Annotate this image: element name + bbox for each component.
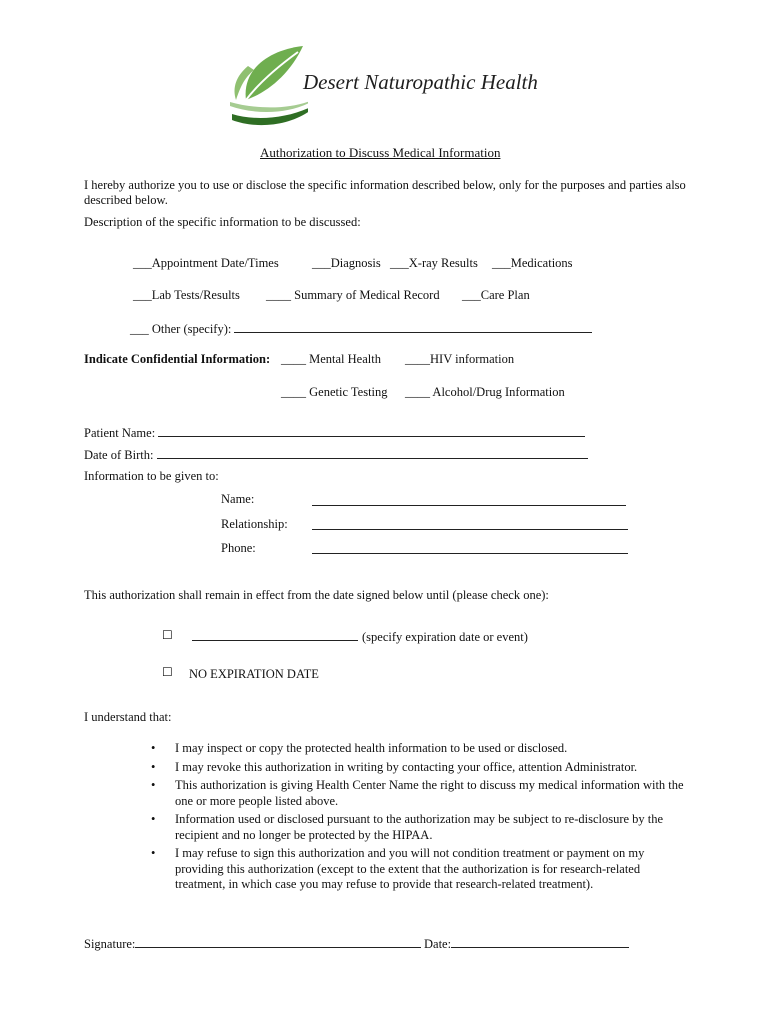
option-other-label: ___ Other (specify):	[130, 322, 232, 336]
recipient-relationship-label: Relationship:	[221, 517, 288, 531]
bullet-icon: •	[151, 812, 156, 826]
checkbox-expiration[interactable]: ☐	[162, 628, 173, 642]
patient-name-field[interactable]	[158, 424, 585, 437]
leaf-logo-icon	[228, 44, 308, 130]
dob-field[interactable]	[157, 446, 588, 459]
confidential-genetic[interactable]: ____ Genetic Testing	[281, 385, 388, 399]
patient-name-row	[84, 424, 585, 441]
bullet-icon: •	[151, 759, 156, 774]
list-item: • I may refuse to sign this authorization and you will not condition treatment or payment on my providing this authorization (except to the extent that the authorization is for research-related treatment, in which case you may refuse to provide that research-related treatment).	[151, 846, 645, 891]
brand-name: Desert Naturopathic Health	[303, 70, 538, 94]
intro-text: I hereby authorize you to use or disclose the specific information described below, only for the purposes and parties also described below.	[84, 178, 686, 207]
list-item: • This authorization is giving Health Center Name the right to discuss my medical information with the one or more people listed above.	[151, 778, 684, 808]
dob-row	[84, 446, 588, 463]
patient-name-label: Patient Name:	[84, 426, 156, 440]
dob-label: Date of Birth:	[84, 448, 154, 462]
understanding-list	[148, 741, 693, 896]
given-to-label: Information to be given to:	[84, 469, 219, 483]
option-diagnosis[interactable]: ___Diagnosis	[312, 256, 381, 270]
bullet-icon: •	[151, 846, 156, 860]
understand-label: I understand that:	[84, 710, 172, 724]
list-item: • Information used or disclosed pursuant to the authorization may be subject to re-disclosure by the recipient and no longer be protected by the HIPAA.	[151, 812, 664, 842]
bullet-icon: •	[151, 778, 156, 792]
recipient-phone-field[interactable]	[312, 541, 628, 554]
confidential-hiv[interactable]: ____HIV information	[405, 352, 515, 366]
bullet-icon: •	[151, 741, 156, 755]
option-summary[interactable]: ____ Summary of Medical Record	[266, 288, 440, 302]
no-expiration-text: NO EXPIRATION DATE	[189, 667, 319, 681]
recipient-relationship-field[interactable]	[312, 517, 628, 530]
signature-row	[84, 935, 421, 952]
confidential-mental[interactable]: ____ Mental Health	[281, 352, 381, 366]
other-specify-line[interactable]	[234, 320, 592, 333]
list-item: • I may revoke this authorization in writing by contacting your office, attention Administrator.	[151, 759, 638, 774]
date-row	[424, 935, 629, 952]
date-field[interactable]	[451, 935, 629, 948]
confidential-alcohol[interactable]: ____ Alcohol/Drug Information	[405, 385, 565, 399]
checkbox-no-expiration[interactable]: ☐	[162, 665, 173, 679]
option-care-plan[interactable]: ___Care Plan	[462, 288, 530, 302]
option-other[interactable]	[130, 320, 592, 337]
effect-text: This authorization shall remain in effect from the date signed below until (please check one):	[84, 588, 549, 602]
recipient-name-field[interactable]	[312, 493, 626, 506]
signature-field[interactable]	[135, 935, 421, 948]
list-item: • I may inspect or copy the protected health information to be used or disclosed.	[151, 741, 568, 755]
expiration-specify-text: (specify expiration date or event)	[362, 630, 528, 644]
option-xray[interactable]: ___X-ray Results	[390, 256, 478, 270]
form-title: Authorization to Discuss Medical Information	[260, 145, 501, 160]
expiration-date-field[interactable]	[192, 628, 358, 641]
description-label: Description of the specific information to be discussed:	[84, 215, 361, 229]
confidential-label: Indicate Confidential Information:	[84, 352, 271, 366]
option-appointment[interactable]: ___Appointment Date/Times	[133, 256, 279, 270]
option-medications[interactable]: ___Medications	[492, 256, 573, 270]
date-label: Date:	[424, 937, 452, 951]
signature-label: Signature:	[84, 937, 136, 951]
option-lab[interactable]: ___Lab Tests/Results	[133, 288, 240, 302]
recipient-phone-label: Phone:	[221, 541, 256, 555]
recipient-name-label: Name:	[221, 492, 255, 506]
